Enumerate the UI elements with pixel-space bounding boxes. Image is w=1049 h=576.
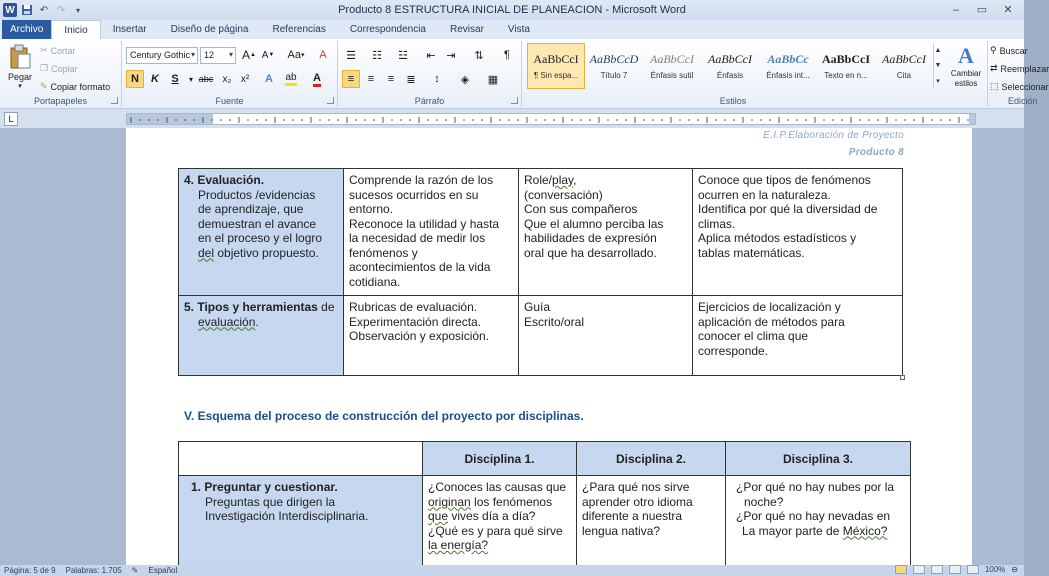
cell-line: Rubricas de evaluación. (349, 300, 478, 314)
outline-view-button[interactable] (949, 565, 961, 574)
editing-group (988, 41, 1049, 107)
bullet-list-icon: ☰ (346, 49, 356, 62)
table-row (179, 296, 903, 376)
style-name: Título 7 (600, 71, 628, 80)
align-right-icon: ≡ (387, 73, 395, 85)
bold-button[interactable] (126, 70, 144, 88)
style-item[interactable] (759, 43, 817, 89)
cell-text: , (573, 173, 577, 187)
tab-home[interactable]: Inicio (51, 20, 100, 39)
evaluation-table (178, 168, 903, 376)
table-resize-handle[interactable] (900, 375, 905, 380)
cell-line: oral que ha desarrollado. (524, 245, 657, 260)
cell-text: los fenómenos (470, 494, 553, 509)
cell-line: fenómenos y (349, 245, 418, 260)
paste-button[interactable] (6, 44, 34, 90)
paste-icon (8, 44, 32, 70)
table-header-cell[interactable] (179, 442, 423, 476)
document-area[interactable] (0, 128, 1024, 565)
chevron-down-icon: ▾ (190, 50, 195, 59)
tab-references[interactable]: Referencias (272, 24, 326, 35)
style-name: Cita (896, 71, 912, 80)
text-effects-button[interactable] (260, 70, 278, 88)
style-item[interactable] (643, 43, 701, 89)
table-cell[interactable] (577, 476, 726, 576)
proofing-icon[interactable]: ✎ (131, 566, 139, 575)
italic-glyph: K (151, 73, 159, 85)
table-cell[interactable] (693, 169, 903, 296)
web-layout-view-button[interactable] (931, 565, 943, 574)
align-left-button[interactable] (342, 70, 360, 88)
status-bar (0, 565, 1024, 576)
align-center-button[interactable] (362, 70, 380, 88)
cell-line: en el proceso y el logro (198, 231, 323, 245)
style-sample: AaBbCcI (533, 52, 579, 66)
spellcheck-word: México? (842, 523, 888, 538)
left-tab-icon: L (8, 114, 14, 124)
style-name: Énfasis int... (766, 71, 810, 80)
cell-line: aprender otro idioma (582, 494, 693, 509)
section-heading: V. Esquema del proceso de construcción del proyecto por disciplinas. (184, 409, 584, 423)
replace-label: Reemplazar (1000, 63, 1049, 74)
paragraph-label: Párrafo (414, 96, 445, 106)
cell-line: Conoce que tipos de fenómenos (698, 173, 871, 187)
paint-bucket-icon: ◈ (460, 73, 470, 86)
minimize-button[interactable]: – (952, 3, 960, 16)
cell-line: tablas matemáticas. (698, 245, 805, 260)
style-sample: AaBbCc (767, 52, 809, 66)
cell-line: habilidades de expresión (524, 231, 657, 245)
font-name-combo[interactable] (126, 47, 198, 64)
style-item[interactable] (585, 43, 643, 89)
table-row (179, 476, 911, 576)
zoom-level[interactable]: 100% (984, 565, 1006, 574)
cell-line: ¿Para qué nos sirve (582, 480, 690, 494)
full-screen-view-button[interactable] (913, 565, 925, 574)
table-cell[interactable] (179, 296, 344, 376)
cell-line: Identifica por qué la diversidad de (698, 202, 878, 216)
align-right-button[interactable] (382, 70, 400, 88)
word-count[interactable]: Palabras: 1.705 (65, 566, 122, 575)
save-icon[interactable] (20, 3, 34, 17)
cell-line: entorno. (349, 202, 394, 216)
select-label: Seleccionar (1001, 81, 1049, 92)
table-header-row (179, 442, 911, 476)
change-styles-icon: A (958, 43, 974, 68)
clipboard-group (0, 41, 122, 107)
cell-line: diferente a nuestra (582, 509, 683, 523)
chevron-down-icon: ▼ (934, 62, 942, 69)
cell-line: Comprende la razón de los (349, 173, 494, 187)
cell-line: climas. (698, 216, 736, 231)
style-sample: AaBbCcD (589, 52, 639, 66)
cell-line: ¿Por qué no hay nevadas en (736, 509, 891, 523)
cell-line: demuestran el avance (198, 216, 317, 231)
cell-line: ocurren en la naturaleza. (698, 187, 831, 202)
cell-line: (conversación) (524, 187, 603, 202)
spellcheck-word: del (198, 245, 215, 260)
window-title: Producto 8 ESTRUCTURA INICIAL DE PLANEACION - Microsoft Word (338, 4, 686, 16)
ribbon-tabs (0, 20, 1024, 39)
multilevel-list-button[interactable] (394, 46, 412, 64)
table-cell[interactable] (519, 169, 693, 296)
chevron-down-icon: ▾ (18, 83, 22, 90)
cell-line: cotidiana. (349, 274, 401, 289)
sort-button[interactable] (470, 46, 488, 64)
change-case-button[interactable]: Aa ▾ (287, 49, 305, 61)
cell-text: . (255, 314, 259, 329)
cell-line: Escrito/oral (524, 314, 585, 329)
style-item[interactable] (875, 43, 933, 89)
cell-line: aplicación de métodos para (698, 314, 845, 329)
styles-label: Estilos (719, 96, 747, 106)
copy-label: Copiar (51, 63, 78, 74)
font-label: Fuente (215, 96, 244, 106)
cell-line: ¿Conoces las causas que (428, 480, 567, 494)
more-icon: ▾ (936, 78, 940, 85)
table-cell[interactable] (726, 476, 911, 576)
style-sample: AaBbCcI (821, 52, 870, 66)
cell-text: de (317, 300, 335, 314)
font-size-value: 12 (204, 50, 215, 60)
scissors-icon: ✂ (40, 45, 48, 55)
customize-icon[interactable]: ▾ (75, 5, 80, 15)
header-product: Producto 8 (848, 147, 904, 158)
borders-button[interactable] (484, 70, 502, 88)
tab-file[interactable]: Archivo (2, 20, 51, 39)
row-title: 5. Tipos y herramientas (184, 300, 318, 314)
ruler-ticks (127, 114, 977, 126)
highlighter-icon: ab (285, 72, 296, 86)
cell-line: sucesos ocurridos en su (349, 187, 479, 202)
cell-line (428, 509, 571, 524)
numbering-button[interactable] (368, 46, 386, 64)
cell-line (184, 246, 338, 261)
grow-font-button[interactable]: A ▲ (242, 48, 256, 62)
copy-icon: ❐ (40, 63, 49, 73)
grow-font-glyph: A (242, 48, 251, 62)
change-styles-label: Cambiar estilos (950, 69, 982, 88)
highlight-button[interactable] (282, 70, 300, 88)
style-sample: AaBbCcI (882, 52, 926, 66)
chevron-down-icon: ▾ (188, 74, 193, 84)
title-bar (0, 0, 1024, 20)
cell-line (184, 315, 338, 330)
styles-gallery (527, 43, 941, 89)
font-color-button[interactable] (308, 70, 326, 88)
cell-line: Productos /evidencias (198, 187, 316, 202)
word-icon[interactable]: W (3, 3, 17, 17)
spellcheck-word: evaluación (198, 314, 256, 329)
replace-icon: ⇄ (990, 63, 998, 73)
cell-line: Preguntas que dirigen la (205, 494, 336, 509)
italic-button[interactable] (146, 70, 164, 88)
decrease-indent-icon: ⇤ (426, 49, 436, 62)
pilcrow-icon: ¶ (504, 49, 510, 61)
cell-line: corresponde. (698, 343, 769, 358)
paragraph-group (338, 41, 522, 107)
cell-line: Aplica métodos estadísticos y (698, 231, 857, 245)
table-row (179, 169, 903, 296)
quick-access-toolbar (0, 3, 85, 17)
clear-formatting-glyph: A (319, 49, 327, 61)
copy-button[interactable] (40, 63, 78, 74)
disciplines-table (178, 441, 911, 576)
justify-icon: ≣ (406, 73, 416, 86)
cursor-icon: ⬚ (990, 81, 999, 91)
close-button[interactable]: ✕ (1003, 4, 1013, 16)
change-styles-group (944, 41, 988, 107)
table-cell[interactable] (423, 476, 577, 576)
cell-text: vives día a día? (448, 509, 536, 523)
tab-mailings[interactable]: Correspondencia (349, 24, 426, 35)
maximize-button[interactable]: ▭ (976, 4, 988, 16)
increase-indent-button[interactable] (442, 46, 460, 64)
tab-review[interactable]: Revisar (450, 24, 484, 35)
dialog-launcher-icon[interactable] (327, 97, 334, 104)
table-cell[interactable] (344, 296, 519, 376)
redo-icon[interactable]: ↷ (56, 4, 66, 16)
change-styles-button[interactable] (946, 43, 986, 89)
style-sample: AaBbCcI (650, 52, 694, 66)
strike-glyph: abc (198, 74, 214, 84)
horizontal-ruler[interactable] (126, 113, 976, 125)
style-sample: AaBbCcI (708, 52, 752, 66)
undo-icon[interactable]: ↶ (39, 4, 49, 16)
table-cell[interactable] (179, 169, 344, 296)
row-title: 1. Preguntar y cuestionar. (191, 480, 338, 494)
align-center-icon: ≡ (367, 73, 375, 85)
multilevel-list-icon: ☳ (398, 49, 408, 62)
style-name: ¶ Sin espa... (533, 71, 579, 80)
tab-view[interactable]: Vista (507, 24, 530, 35)
find-button[interactable] (990, 45, 1028, 56)
font-group (122, 41, 338, 107)
cell-line: conocer el clima que (698, 329, 809, 343)
print-layout-view-button[interactable] (895, 565, 907, 574)
tab-selector[interactable] (4, 112, 18, 126)
table-header-cell[interactable]: Disciplina 1. (423, 442, 577, 476)
style-item[interactable] (817, 43, 875, 89)
table-cell[interactable] (693, 296, 903, 376)
cell-text: Role/ (524, 173, 553, 187)
style-item[interactable] (527, 43, 585, 89)
draft-view-button[interactable] (967, 565, 979, 574)
cell-line: Observación y exposición. (349, 329, 490, 343)
cell-line: Guía (524, 300, 551, 314)
dialog-launcher-icon[interactable] (511, 97, 518, 104)
bold-glyph: N (131, 73, 139, 85)
borders-icon: ▦ (487, 73, 499, 86)
brush-icon: ✎ (40, 81, 48, 91)
document-page[interactable] (126, 128, 972, 565)
cell-line (184, 300, 338, 315)
chevron-up-icon: ▲ (934, 47, 942, 54)
cell-line: de aprendizaje, que (198, 202, 304, 216)
subscript-glyph: x₂ (222, 73, 232, 85)
cell-line: ¿Qué es y para qué sirve (428, 523, 563, 538)
cell-line (736, 524, 905, 539)
cell-line (524, 173, 687, 188)
replace-button[interactable] (990, 63, 1049, 74)
cell-line: lengua nativa? (582, 523, 661, 538)
clipboard-label: Portapapeles (33, 96, 88, 106)
table-cell[interactable] (179, 476, 423, 576)
subscript-button[interactable] (218, 70, 236, 88)
cell-line: la energía? (428, 538, 489, 552)
cell-line: Que el alumno perciba las (524, 216, 664, 231)
cell-line: Reconoce la utilidad y hasta (349, 216, 500, 231)
bullets-button[interactable] (342, 46, 360, 64)
table-header-cell[interactable]: Disciplina 3. (726, 442, 911, 476)
show-marks-button[interactable] (498, 46, 516, 64)
binoculars-icon: ⚲ (990, 45, 997, 55)
table-cell[interactable] (519, 296, 693, 376)
cell-line: Ejercicios de localización y (698, 300, 841, 314)
table-header-cell[interactable]: Disciplina 2. (577, 442, 726, 476)
editing-label: Edición (1008, 96, 1038, 106)
align-left-icon: ≡ (347, 73, 355, 85)
tab-page-layout[interactable]: Diseño de página (170, 24, 249, 35)
underline-glyph: S (171, 73, 179, 85)
decrease-indent-button[interactable] (422, 46, 440, 64)
row-title: 4. Evaluación. (184, 173, 265, 187)
shrink-font-button[interactable]: A ▼ (261, 49, 275, 61)
style-name: Texto en n... (824, 71, 868, 80)
spellcheck-word: originan (428, 494, 471, 509)
cell-line: Con sus compañeros (524, 202, 638, 216)
clear-formatting-button[interactable] (314, 46, 332, 64)
cell-line: ¿Por qué no hay nubes por la (736, 480, 895, 494)
strikethrough-button[interactable] (196, 70, 216, 88)
numbered-list-icon: ☷ (372, 49, 382, 62)
superscript-glyph: x² (240, 73, 250, 85)
cell-text: La mayor parte de (742, 523, 843, 538)
font-name-value: Century Gothic (130, 50, 191, 60)
select-button[interactable] (990, 81, 1049, 92)
cell-line: noche? (744, 494, 784, 509)
tab-insert[interactable]: Insertar (112, 24, 147, 35)
cell-line: la necesidad de medir los (349, 231, 486, 245)
language[interactable]: Español (148, 566, 178, 575)
format-painter-button[interactable] (40, 81, 110, 92)
cell-text: objetivo propuesto. (214, 245, 319, 260)
line-spacing-button[interactable] (428, 70, 446, 88)
justify-button[interactable] (402, 70, 420, 88)
change-case-glyph: Aa (287, 49, 301, 61)
font-color-icon: A (313, 72, 321, 87)
ribbon (0, 39, 1049, 109)
cut-button[interactable] (40, 45, 76, 56)
cell-line: Experimentación directa. (349, 314, 482, 329)
styles-scroll[interactable] (933, 43, 942, 89)
style-name: Énfasis sutil (650, 71, 694, 80)
shading-button[interactable] (456, 70, 474, 88)
superscript-button[interactable] (236, 70, 254, 88)
text-effects-icon: A (265, 73, 273, 85)
page-count[interactable]: Página: 5 de 9 (4, 566, 56, 575)
format-painter-label: Copiar formato (50, 81, 111, 92)
spellcheck-word: play (552, 173, 574, 187)
cell-line: Investigación Interdisciplinaria. (205, 509, 369, 523)
cut-label: Cortar (50, 45, 76, 56)
chevron-down-icon: ▾ (228, 50, 233, 59)
style-name: Énfasis (716, 71, 744, 80)
table-cell[interactable] (344, 169, 519, 296)
font-size-combo[interactable] (200, 47, 236, 64)
spellcheck-word: que (428, 509, 449, 523)
header-project: E.I.P.Elaboración de Proyecto (763, 130, 904, 141)
sort-icon: ⇅ (474, 49, 484, 62)
find-label: Buscar (999, 45, 1028, 56)
cell-line (428, 495, 571, 510)
increase-indent-icon: ⇥ (446, 49, 456, 62)
paste-label: Pegar (7, 72, 33, 82)
dialog-launcher-icon[interactable] (111, 97, 118, 104)
style-item[interactable] (701, 43, 759, 89)
cell-line: acontecimientos de la vida (349, 260, 491, 274)
shrink-font-glyph: A (261, 49, 269, 61)
zoom-out-icon[interactable]: ⊖ (1011, 565, 1018, 574)
line-spacing-icon: ↕ (434, 73, 440, 85)
